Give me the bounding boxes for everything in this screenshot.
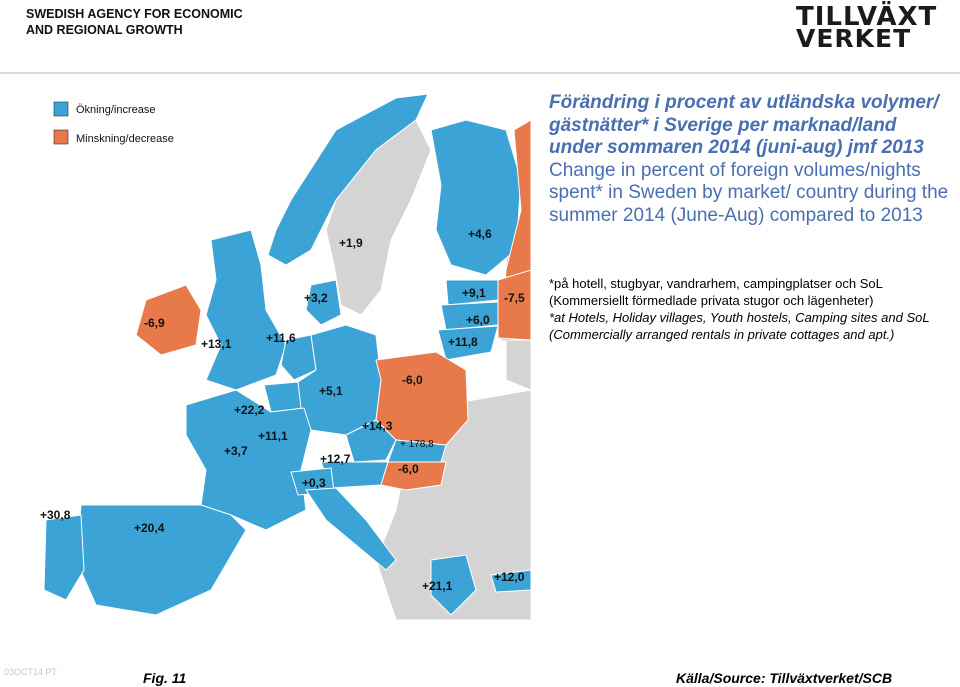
title-swedish: Förändring i procent av utländska volymer/ gästnätter* i Sverige per marknad/land under sommaren 2014 (juni-aug) jmf 2013	[549, 92, 939, 158]
label-finland: +4,6	[468, 227, 492, 241]
logo-line1: TILLVÄXT	[796, 2, 938, 32]
tillvaxtverket-logo	[796, 2, 938, 53]
label-lithuania: +6,0	[466, 313, 490, 327]
agency-name	[26, 6, 243, 38]
label-hungary: -6,0	[398, 462, 419, 476]
agency-name-line1: SWEDISH AGENCY FOR ECONOMIC	[26, 7, 243, 21]
label-portugal: +30,8	[40, 508, 71, 522]
label-austria: +12,7	[320, 452, 351, 466]
agency-name-line2: AND REGIONAL GROWTH	[26, 23, 183, 37]
label-belgium: +22,2	[234, 403, 265, 417]
date-stamp: 03OCT14 PT	[4, 667, 58, 677]
label-netherlands: +11,6	[266, 331, 296, 345]
footnote	[549, 275, 949, 343]
label-france: +3,7	[224, 444, 248, 458]
footnote-english: *at Hotels, Holiday villages, Youth hostels, Camping sites and SoL (Commercially arranged rentals in private cottages and apt.)	[549, 310, 930, 342]
label-switzerland: +0,3	[302, 476, 326, 490]
legend-increase-swatch	[54, 102, 68, 116]
legend-decrease-swatch	[54, 130, 68, 144]
figure-number: Fig. 11	[143, 670, 187, 686]
label-luxembourg: +11,1	[258, 429, 288, 443]
italy-shape	[306, 488, 396, 570]
label-czech: +14,3	[362, 419, 393, 433]
label-uk: +13,1	[201, 337, 232, 351]
label-russia: -7,5	[504, 291, 525, 305]
belgium-shape	[264, 382, 304, 412]
europe-map	[36, 90, 536, 630]
europe-map-svg	[36, 90, 536, 630]
label-cyprus: +12,0	[494, 570, 525, 584]
finland-shape	[431, 120, 521, 275]
portugal-shape	[44, 515, 84, 600]
label-ireland: -6,9	[144, 316, 165, 330]
title-english: Change in percent of foreign volumes/nights spent* in Sweden by market/ country during the summer 2014 (June-Aug) compared to 2013	[549, 159, 949, 226]
label-spain: +20,4	[134, 521, 165, 535]
label-germany: +5,1	[319, 384, 343, 398]
map-title	[549, 92, 949, 227]
logo-line2: VERKET	[796, 24, 912, 53]
label-denmark: +3,2	[304, 291, 328, 305]
header-divider	[0, 72, 960, 74]
label-latvia: +9,1	[462, 286, 486, 300]
label-estonia-region: +11,8	[448, 335, 478, 349]
footnote-swedish: *på hotell, stugbyar, vandrarhem, campingplatser och SoL (Kommersiellt förmedlade privata stugor och lägenheter)	[549, 276, 883, 308]
label-slovakia: + 178,8	[400, 439, 434, 450]
russia-west-shape	[498, 270, 531, 340]
legend-decrease-label: Minskning/decrease	[76, 133, 174, 145]
legend-increase-label: Ökning/increase	[76, 104, 156, 116]
source-credit: Källa/Source: Tillväxtverket/SCB	[676, 670, 893, 686]
label-poland: -6,0	[402, 373, 423, 387]
label-greece: +21,1	[422, 579, 453, 593]
label-norway: +1,9	[339, 236, 363, 250]
